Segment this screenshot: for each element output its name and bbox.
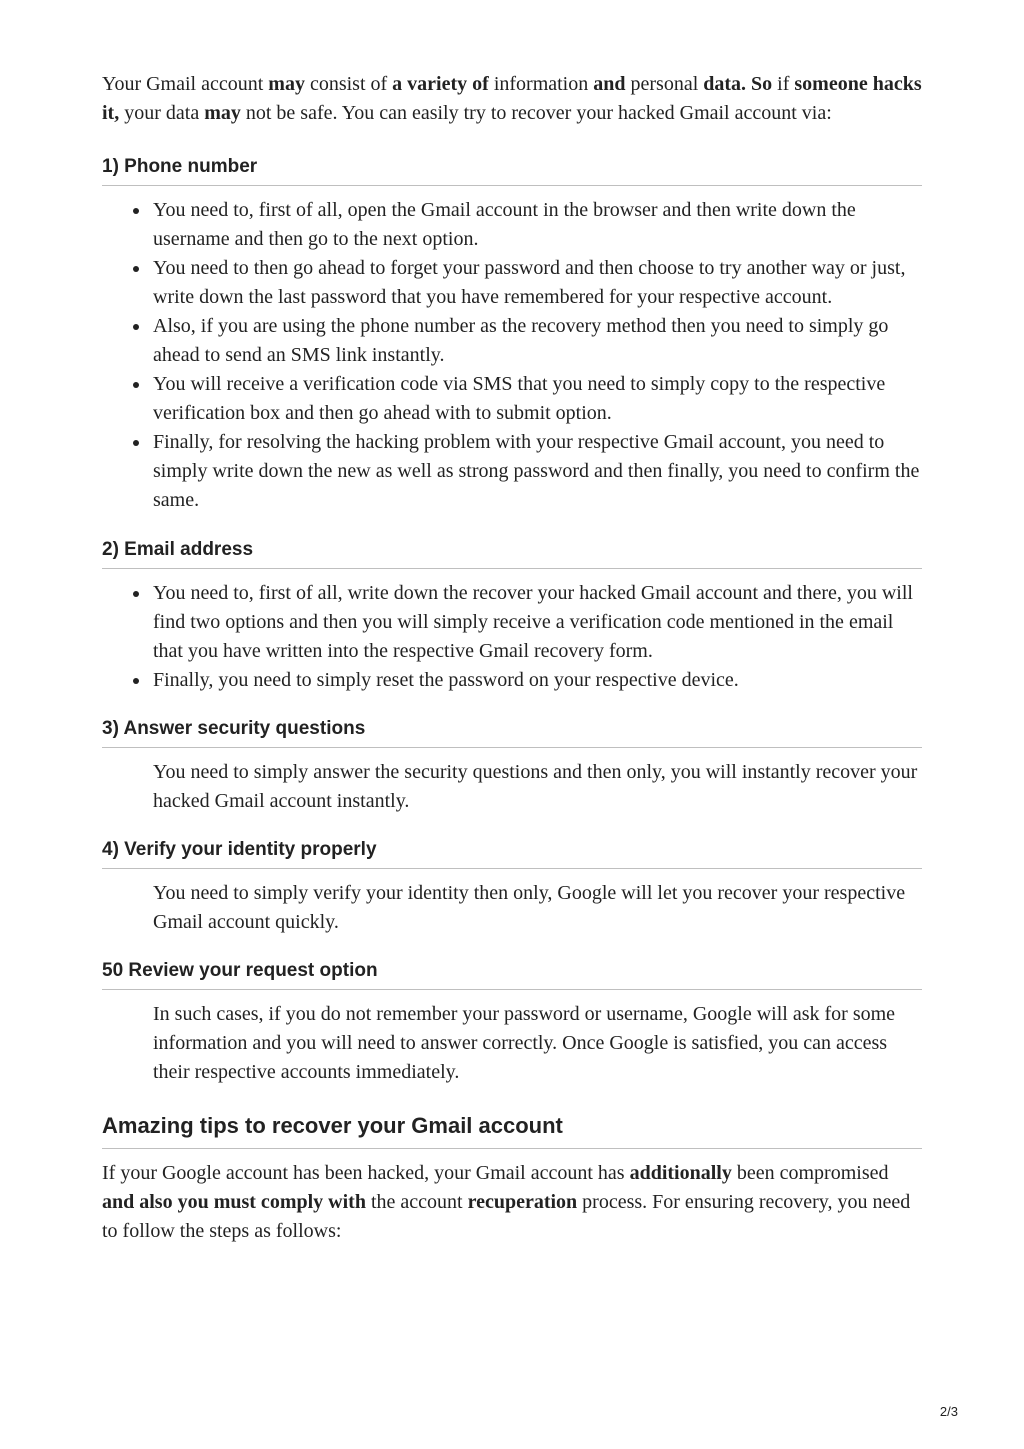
section-heading: 3) Answer security questions [102,717,922,748]
section-heading: 1) Phone number [102,155,922,186]
section-heading: 50 Review your request option [102,959,922,990]
tips-section [102,1112,922,1246]
document-page [102,70,922,1246]
list-item: You need to, first of all, open the Gmail account in the browser and then write down the username and then go to the next option. [153,196,922,254]
section-verify-identity [102,838,922,937]
page-number: 2/3 [939,1404,958,1419]
section-review-request [102,959,922,1087]
section-heading: 4) Verify your identity properly [102,838,922,869]
list-item: You need to, first of all, write down the recover your hacked Gmail account and there, you will find two options and then you will simply receive a verification code mentioned in the email that you have written into the respective Gmail recovery form. [153,579,922,666]
section-paragraph: You need to simply answer the security questions and then only, you will instantly recover your hacked Gmail account instantly. [153,761,918,812]
section-security-questions [102,717,922,816]
tips-paragraph: If your Google account has been hacked, your Gmail account has additionally been compromised and also you must comply with the account recuperation process. For ensuring recovery, you need to follow the steps as follows: [102,1162,911,1242]
list-item: You need to then go ahead to forget your password and then choose to try another way or just, write down the last password that you have remembered for your respective account. [153,254,922,312]
bullet-list [102,196,922,515]
section-heading: 2) Email address [102,538,922,569]
section-phone-number [102,155,922,515]
list-item: Also, if you are using the phone number as the recovery method then you need to simply go ahead to send an SMS link instantly. [153,312,922,370]
intro-paragraph: Your Gmail account may consist of a variety of information and personal data. So if someone hacks it, your data may not be safe. You can easily try to recover your hacked Gmail account via: [102,73,922,124]
section-email-address [102,538,922,695]
list-item: Finally, you need to simply reset the password on your respective device. [153,666,922,695]
list-item: Finally, for resolving the hacking problem with your respective Gmail account, you need to simply write down the new as well as strong password and then finally, you need to confirm the same. [153,428,922,515]
list-item: You will receive a verification code via SMS that you need to simply copy to the respective verification box and then go ahead with to submit option. [153,370,922,428]
section-paragraph: You need to simply verify your identity then only, Google will let you recover your respective Gmail account quickly. [153,882,906,933]
tips-heading: Amazing tips to recover your Gmail account [102,1112,922,1149]
bullet-list [102,579,922,695]
section-paragraph: In such cases, if you do not remember your password or username, Google will ask for some information and you will need to answer correctly. Once Google is satisfied, you can access their respective accounts immediately. [153,1003,896,1083]
